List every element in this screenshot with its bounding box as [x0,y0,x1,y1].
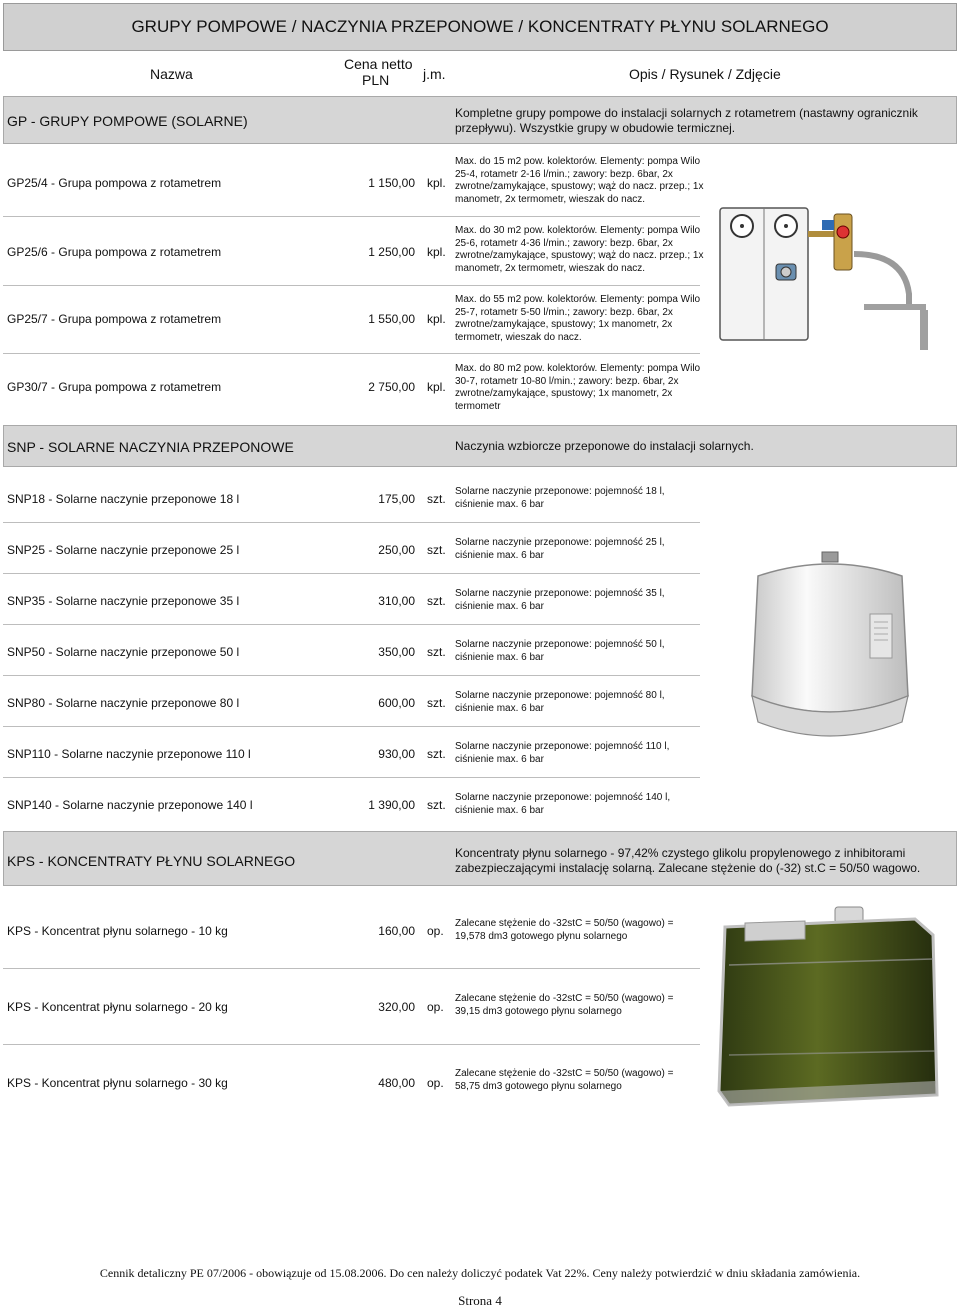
product-name: SNP110 - Solarne naczynie przeponowe 110 l [7,747,251,761]
column-header-unit: j.m. [423,66,446,82]
product-name: GP25/4 - Grupa pompowa z rotametrem [7,176,222,190]
page-title-bar [3,3,957,51]
product-description: Solarne naczynie przeponowe: pojemność 35 l, ciśnienie max. 6 bar [455,588,665,612]
column-header-name: Nazwa [150,66,193,82]
product-description: Max. do 30 m2 pow. kolektorów. Elementy: pompa Wilo 25-6, rotametr 4-36 l/min.; zawory: bezp. 6bar, 2x zwrotne/zamykające, spustowy; wąż do nacz. przep.; 1x manometr, 2x termometr, wieszak do nacz. [455,225,704,274]
product-description: Solarne naczynie przeponowe: pojemność 18 l, ciśnienie max. 6 bar [455,486,665,510]
row-divider [3,624,700,625]
product-name: KPS - Koncentrat płynu solarnego - 30 kg [7,1076,228,1090]
product-price: 250,00 [378,543,415,557]
product-description: Zalecane stężenie do -32stC = 50/50 (wagowo) = 19,578 dm3 gotowego płynu solarnego [455,918,674,942]
product-name: SNP80 - Solarne naczynie przeponowe 80 l [7,696,240,710]
product-name: GP30/7 - Grupa pompowa z rotametrem [7,380,222,394]
product-name: SNP35 - Solarne naczynie przeponowe 35 l [7,594,240,608]
product-price: 160,00 [378,924,415,938]
row-divider [3,777,700,778]
product-unit: szt. [427,492,446,506]
product-description: Solarne naczynie przeponowe: pojemność 140 l, ciśnienie max. 6 bar [455,792,671,816]
product-name: GP25/6 - Grupa pompowa z rotametrem [7,245,222,259]
row-divider [3,1044,700,1045]
section-description-gp: Kompletne grupy pompowe do instalacji solarnych z rotametrem (nastawny ogranicznik przepływu). Wszystkie grupy w obudowie termicznej. [455,106,918,135]
row-divider [3,216,700,217]
row-divider [3,285,700,286]
product-unit: szt. [427,696,446,710]
page-number [0,1293,960,1308]
column-header-price-line2: PLN [362,72,390,88]
product-unit: szt. [427,594,446,608]
product-price: 2 750,00 [368,380,415,394]
product-price: 320,00 [378,1000,415,1014]
page-title: GRUPY POMPOWE / NACZYNIA PRZEPONOWE / KONCENTRATY PŁYNU SOLARNEGO [131,17,829,36]
product-price: 600,00 [378,696,415,710]
product-unit: szt. [427,645,446,659]
product-price: 1 550,00 [368,312,415,326]
product-description: Solarne naczynie przeponowe: pojemność 50 l, ciśnienie max. 6 bar [455,639,665,663]
product-description: Max. do 80 m2 pow. kolektorów. Elementy: pompa Wilo 30-7, rotametr 10-80 l/min.; zawory: bezp. 6bar, 2x zwrotne/zamykające, spustowy; 1x manometr, 2x termometr [455,363,701,412]
product-unit: szt. [427,798,446,812]
product-name: SNP18 - Solarne naczynie przeponowe 18 l [7,492,240,506]
product-price: 1 250,00 [368,245,415,259]
product-name: SNP140 - Solarne naczynie przeponowe 140 l [7,798,253,812]
product-unit: kpl. [427,380,446,394]
page-number-value: 4 [495,1293,502,1308]
expansion-vessel-picture [730,546,930,756]
footer-note: Cennik detaliczny PE 07/2006 - obowiązuje od 15.08.2006. Do cen należy doliczyć podatek Vat 22%. Ceny należy potwierdzić w dniu składania zamówienia. [99,1266,861,1280]
product-price: 310,00 [378,594,415,608]
section-description-kps: Koncentraty płynu solarnego - 97,42% czystego glikolu propylenowego z inhibitorami zabezpieczającymi instalację solarną. Zalecane stężenie do (-32) st.C = 50/50 wagowo. [455,846,921,875]
page-label: Strona [458,1293,493,1308]
product-name: SNP25 - Solarne naczynie przeponowe 25 l [7,543,240,557]
product-unit: szt. [427,543,446,557]
column-header-price-line1: Cena netto [344,56,413,72]
product-unit: kpl. [427,176,446,190]
product-name: SNP50 - Solarne naczynie przeponowe 50 l [7,645,240,659]
row-divider [3,675,700,676]
product-unit: kpl. [427,312,446,326]
column-header-description: Opis / Rysunek / Zdjęcie [629,66,781,82]
product-name: GP25/7 - Grupa pompowa z rotametrem [7,312,222,326]
product-description: Zalecane stężenie do -32stC = 50/50 (wagowo) = 39,15 dm3 gotowego płynu solarnego [455,993,674,1017]
product-price: 930,00 [378,747,415,761]
row-divider [3,726,700,727]
product-unit: op. [427,1000,444,1014]
product-price: 1 150,00 [368,176,415,190]
section-title-kps: KPS - KONCENTRATY PŁYNU SOLARNEGO [7,853,296,869]
product-unit: op. [427,924,444,938]
section-title-gp: GP - GRUPY POMPOWE (SOLARNE) [7,113,248,129]
product-description: Max. do 55 m2 pow. kolektorów. Elementy: pompa Wilo 25-7, rotametr 5-50 l/min.; zawory: bezp. 6bar, 2x zwrotne/zamykające, spustowy; 1x manometr, 2x termometr, wieszak do nacz. [455,294,701,343]
concentrate-canister-picture [705,905,955,1115]
row-divider [3,968,700,969]
section-title-snp: SNP - SOLARNE NACZYNIA PRZEPONOWE [7,439,294,455]
product-description: Solarne naczynie przeponowe: pojemność 110 l, ciśnienie max. 6 bar [455,741,670,765]
product-description: Zalecane stężenie do -32stC = 50/50 (wagowo) = 58,75 dm3 gotowego płynu solarnego [455,1068,674,1092]
row-divider [3,353,700,354]
row-divider [3,573,700,574]
product-price: 480,00 [378,1076,415,1090]
product-price: 175,00 [378,492,415,506]
product-price: 350,00 [378,645,415,659]
product-description: Max. do 15 m2 pow. kolektorów. Elementy: pompa Wilo 25-4, rotametr 2-16 l/min.; zawory: bezp. 6bar, 2x zwrotne/zamykające, spustowy; wąż do nacz. przep.; 1x manometr, 2x termometr, wieszak do nacz. [455,156,704,205]
product-unit: szt. [427,747,446,761]
row-divider [3,522,700,523]
product-unit: op. [427,1076,444,1090]
product-price: 1 390,00 [368,798,415,812]
product-description: Solarne naczynie przeponowe: pojemność 80 l, ciśnienie max. 6 bar [455,690,665,714]
product-unit: kpl. [427,245,446,259]
product-name: KPS - Koncentrat płynu solarnego - 10 kg [7,924,228,938]
section-description-snp: Naczynia wzbiorcze przeponowe do instalacji solarnych. [455,439,754,453]
pump-group-picture [714,204,954,354]
product-name: KPS - Koncentrat płynu solarnego - 20 kg [7,1000,228,1014]
product-description: Solarne naczynie przeponowe: pojemność 25 l, ciśnienie max. 6 bar [455,537,665,561]
